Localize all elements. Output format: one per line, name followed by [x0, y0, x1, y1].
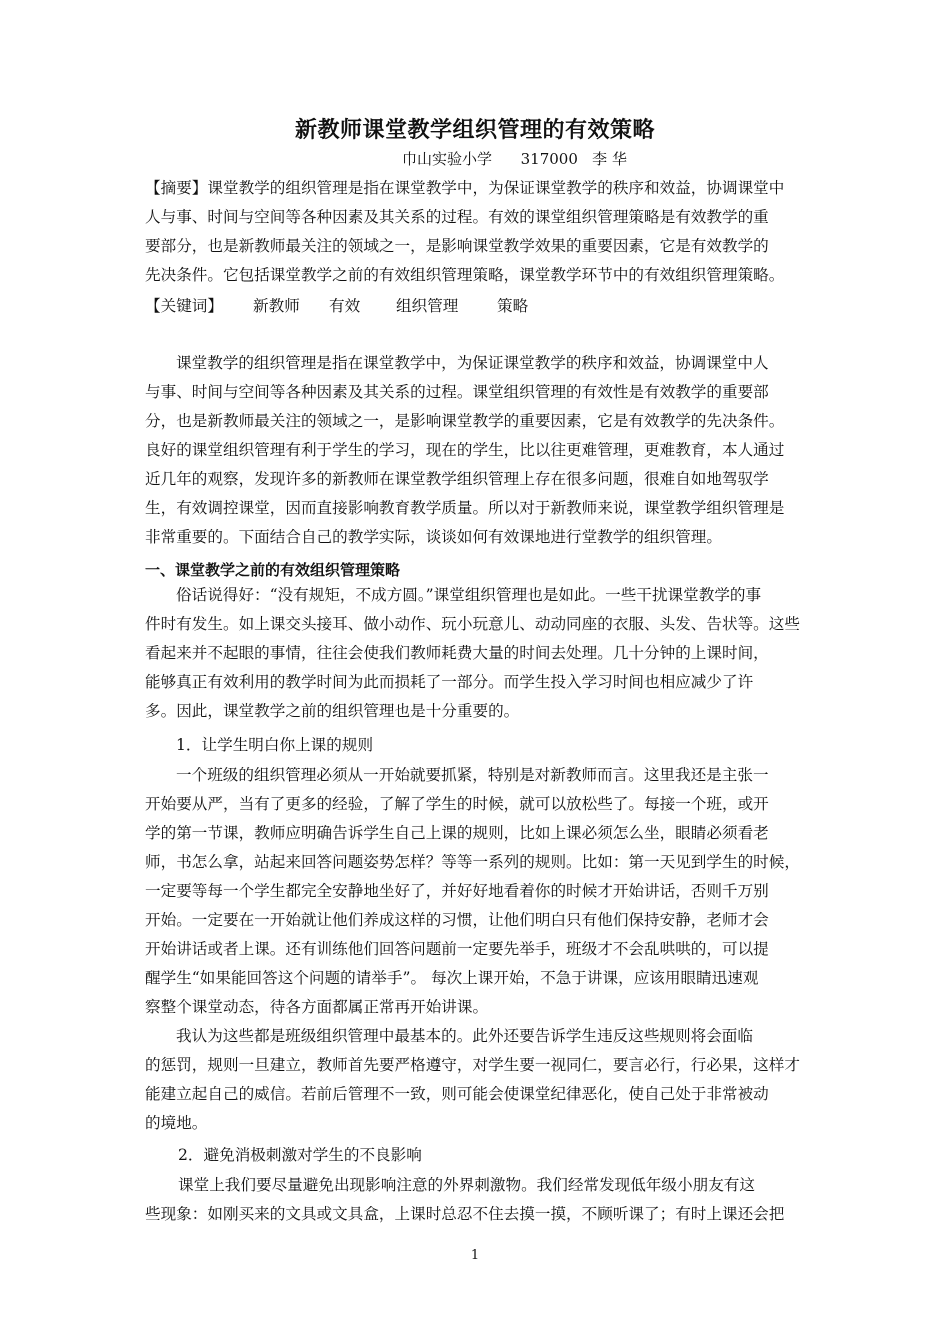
intro-line: 与事、时间与空间等各种因素及其关系的过程。课堂组织管理的有效性是有效教学的重要部 — [145, 383, 769, 401]
subsection-line: 一定要等每一个学生都完全安静地坐好了，并好好地看着你的时候才开始讲话，否则千万别 — [145, 882, 769, 900]
subsection-line: 醒学生“如果能回答这个问题的请举手”。 每次上课开始，不急于讲课，应该用眼睛迅速观 — [145, 969, 759, 987]
author-line: 巾山实验小学 317000 李 华 — [402, 150, 627, 168]
section-heading: 一、课堂教学之前的有效组织管理策略 — [145, 561, 401, 579]
page-number: 1 — [470, 1248, 480, 1263]
subsection-line: 课堂上我们要尽量避免出现影响注意的外界刺激物。我们经常发现低年级小朋友有这 — [178, 1176, 755, 1194]
section-line: 看起来并不起眼的事情，往往会使我们教师耗费大量的时间去处理。几十分钟的上课时间， — [145, 644, 769, 662]
subsection-line: 开始要从严，当有了更多的经验，了解了学生的时候，就可以放松些了。每接一个班，或开 — [145, 795, 769, 813]
subsection-line: 开始讲话或者上课。还有训练他们回答问题前一定要先举手，班级才不会乱哄哄的，可以提 — [145, 940, 769, 958]
intro-line: 生，有效调控课堂，因而直接影响教育教学质量。所以对于新教师来说，课堂教学组织管理是 — [145, 499, 785, 517]
intro-line: 近几年的观察，发现许多的新教师在课堂教学组织管理上存在很多问题，很难自如地驾驭学 — [145, 470, 769, 488]
intro-line: 课堂教学的组织管理是指在课堂教学中，为保证课堂教学的秩序和效益，协调课堂中人 — [176, 354, 769, 372]
intro-line: 分，也是新教师最关注的领域之一，是影响课堂教学的重要因素，它是有效教学的先决条件。 — [145, 412, 785, 430]
subsection-line: 的惩罚，规则一旦建立，教师首先要严格遵守，对学生要一视同仁，要言必行，行必果，这样才 — [145, 1056, 800, 1074]
abstract-line: 人与事、时间与空间等各种因素及其关系的过程。有效的课堂组织管理策略是有效教学的重 — [145, 208, 769, 226]
keyword-item: 有效 — [329, 297, 361, 315]
subsection-line: 的境地。 — [145, 1114, 208, 1132]
section-line: 俗话说得好：“没有规矩，不成方圆。”课堂组织管理也是如此。一些干扰课堂教学的事 — [176, 586, 762, 604]
subsection-line: 些现象：如刚买来的文具或文具盒，上课时总忍不住去摸一摸，不顾听课了；有时上课还会把 — [145, 1205, 785, 1223]
subsection-heading: 2．避免消极刺激对学生的不良影响 — [178, 1146, 422, 1164]
keyword-item: 组织管理 — [396, 297, 459, 315]
section-line: 件时有发生。如上课交头接耳、做小动作、玩小玩意儿、动动同座的衣服、头发、告状等。这些 — [145, 615, 800, 633]
document-title: 新教师课堂教学组织管理的有效策略 — [294, 118, 655, 143]
intro-line: 良好的课堂组织管理有利于学生的学习，现在的学生，比以往更难管理，更难教育，本人通过 — [145, 441, 785, 459]
subsection-line: 我认为这些都是班级组织管理中最基本的。此外还要告诉学生违反这些规则将会面临 — [176, 1027, 753, 1045]
keyword-item: 策略 — [497, 297, 529, 315]
subsection-line: 学的第一节课，教师应明确告诉学生自己上课的规则，比如上课必须怎么坐，眼睛必须看老 — [145, 824, 769, 842]
section-line: 多。因此，课堂教学之前的组织管理也是十分重要的。 — [145, 702, 520, 720]
abstract-line: 先决条件。它包括课堂教学之前的有效组织管理策略，课堂教学环节中的有效组织管理策略。 — [145, 266, 785, 284]
section-line: 能够真正有效利用的教学时间为此而损耗了一部分。而学生投入学习时间也相应减少了许 — [145, 673, 754, 691]
keywords-label: 【关键词】 — [145, 297, 223, 315]
subsection-line: 师，书怎么拿，站起来回答问题姿势怎样？等等一系列的规则。比如：第一天见到学生的时候， — [145, 853, 800, 871]
subsection-line: 一个班级的组织管理必须从一开始就要抓紧，特别是对新教师而言。这里我还是主张一 — [176, 766, 769, 784]
abstract-line: 【摘要】课堂教学的组织管理是指在课堂教学中，为保证课堂教学的秩序和效益，协调课堂中 — [145, 179, 785, 197]
abstract-line: 要部分，也是新教师最关注的领域之一，是影响课堂教学效果的重要因素，它是有效教学的 — [145, 237, 769, 255]
subsection-line: 能建立起自己的威信。若前后管理不一致，则可能会使课堂纪律恶化，使自己处于非常被动 — [145, 1085, 769, 1103]
subsection-line: 开始。一定要在一开始就让他们养成这样的习惯，让他们明白只有他们保持安静，老师才会 — [145, 911, 769, 929]
intro-line: 非常重要的。下面结合自己的教学实际，谈谈如何有效课地进行堂教学的组织管理。 — [145, 528, 722, 546]
keyword-item: 新教师 — [253, 297, 300, 315]
subsection-line: 察整个课堂动态，待各方面都属正常再开始讲课。 — [145, 998, 489, 1016]
subsection-heading: 1．让学生明白你上课的规则 — [176, 736, 374, 754]
